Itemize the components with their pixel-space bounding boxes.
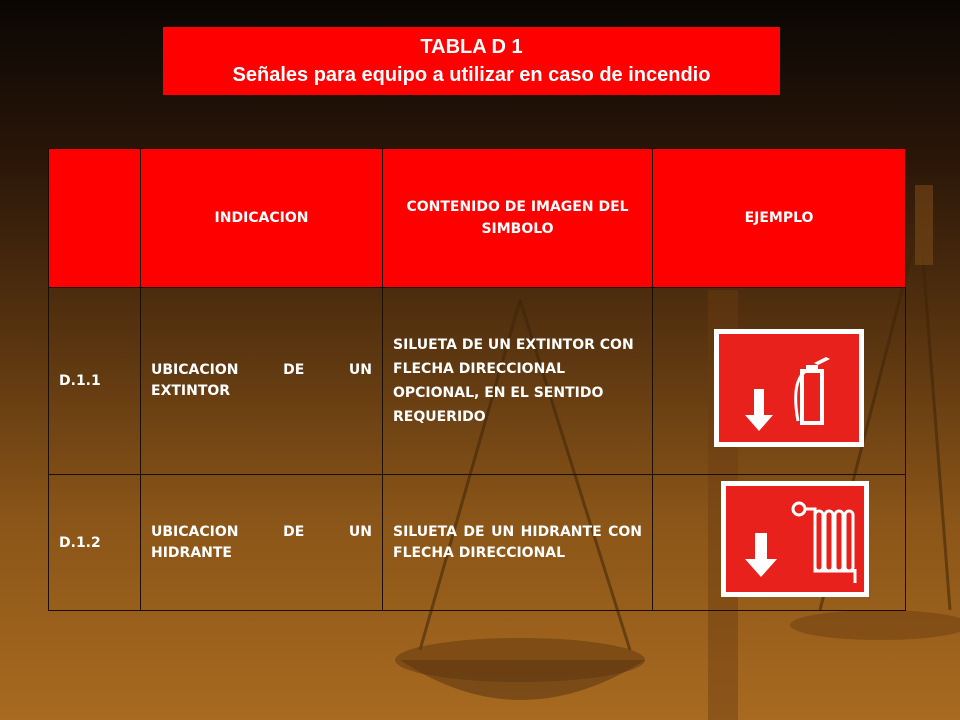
row-indicacion: UBICACION DE UN EXTINTOR	[141, 288, 383, 475]
title-line-1: TABLA D 1	[420, 36, 523, 58]
row-code: D.1.1	[49, 288, 141, 475]
row-contenido: SILUETA DE UN EXTINTOR CON FLECHA DIRECCIONAL OPCIONAL, EN EL SENTIDO REQUERIDO	[383, 288, 653, 475]
header-indicacion: INDICACION	[141, 149, 383, 288]
header-contenido: CONTENIDO DE IMAGEN DEL SIMBOLO	[383, 149, 653, 288]
extinguisher-sign-icon	[714, 329, 864, 447]
table-header-row	[49, 149, 906, 288]
row-indicacion: UBICACION DE UN HIDRANTE	[141, 475, 383, 611]
header-code	[49, 149, 141, 288]
row-contenido: SILUETA DE UN HIDRANTE CON FLECHA DIRECCIONAL	[383, 475, 653, 611]
row-code: D.1.2	[49, 475, 141, 611]
table-title	[163, 27, 780, 95]
header-ejemplo: EJEMPLO	[653, 149, 906, 288]
hydrant-sign-icon	[721, 481, 869, 597]
title-line-2: Señales para equipo a utilizar en caso de incendio	[232, 64, 711, 86]
